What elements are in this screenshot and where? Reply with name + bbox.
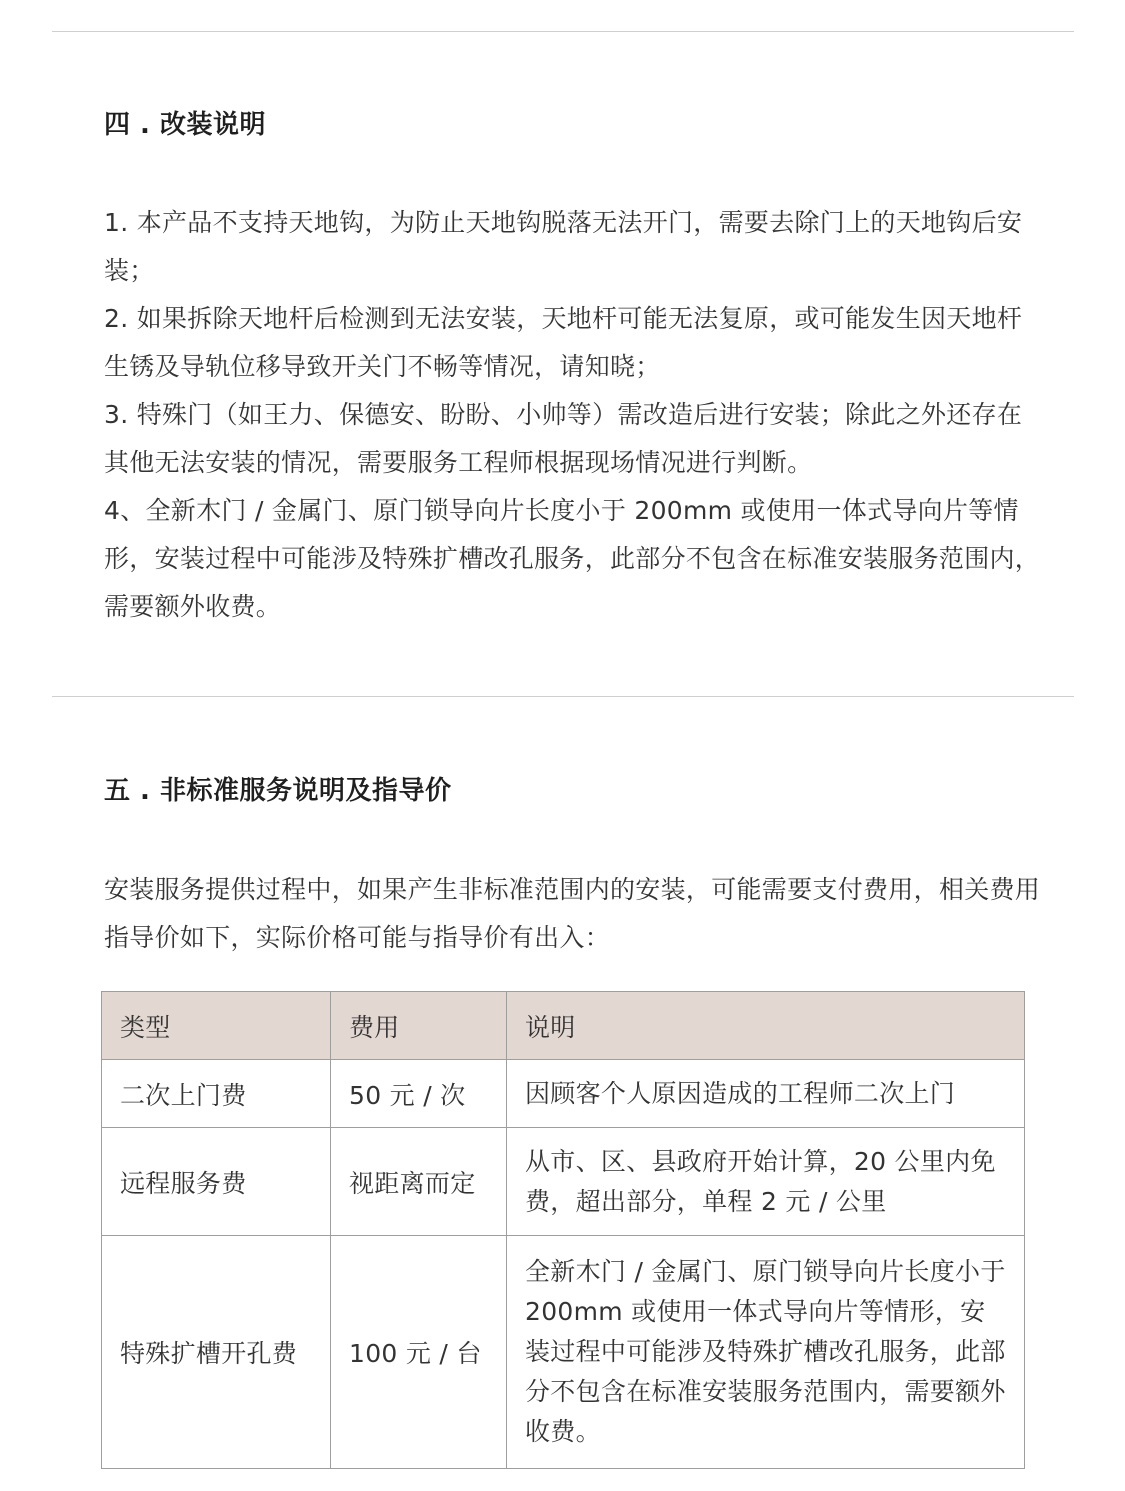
- cell-type: 特殊扩槽开孔费: [102, 1236, 331, 1469]
- middle-divider: [52, 696, 1074, 697]
- section-4-item-2: 2. 如果拆除天地杆后检测到无法安装，天地杆可能无法复原，或可能发生因天地杆生锈及导轨位移导致开关门不畅等情况，请知晓；: [104, 304, 1023, 381]
- section-4-item-4: 4、全新木门 / 金属门、原门锁导向片长度小于 200mm 或使用一体式导向片等情形，安装过程中可能涉及特殊扩槽改孔服务，此部分不包含在标准安装服务范围内，需要额外收费。: [104, 496, 1041, 621]
- cell-type: 远程服务费: [102, 1128, 331, 1236]
- section-4-heading: 四 . 改装说明: [104, 110, 266, 140]
- cell-fee: 视距离而定: [331, 1128, 507, 1236]
- section-4-items: [104, 199, 1044, 631]
- cell-description: 从市、区、县政府开始计算，20 公里内免费，超出部分，单程 2 元 / 公里: [507, 1128, 1025, 1236]
- table-row: [102, 1128, 1025, 1236]
- cell-description: 因顾客个人原因造成的工程师二次上门: [507, 1060, 1025, 1128]
- cell-description: 全新木门 / 金属门、原门锁导向片长度小于 200mm 或使用一体式导向片等情形，安装过程中可能涉及特殊扩槽改孔服务，此部分不包含在标准安装服务范围内，需要额外收费。: [507, 1236, 1025, 1469]
- table-row: [102, 1060, 1025, 1128]
- section-4-item-3: 3. 特殊门（如王力、保德安、盼盼、小帅等）需改造后进行安装；除此之外还存在其他无法安装的情况，需要服务工程师根据现场情况进行判断。: [104, 400, 1023, 477]
- cell-fee: 100 元 / 台: [331, 1236, 507, 1469]
- section-4-item-1: 1. 本产品不支持天地钩，为防止天地钩脱落无法开门，需要去除门上的天地钩后安装；: [104, 208, 1023, 285]
- fee-table: [101, 991, 1025, 1469]
- table-row: [102, 1236, 1025, 1469]
- section-5-intro: 安装服务提供过程中，如果产生非标准范围内的安装，可能需要支付费用，相关费用指导价如下，实际价格可能与指导价有出入：: [104, 875, 1041, 952]
- top-divider: [52, 31, 1074, 32]
- section-5-heading: 五 . 非标准服务说明及指导价: [104, 776, 452, 806]
- cell-fee: 50 元 / 次: [331, 1060, 507, 1128]
- column-header-description: 说明: [507, 992, 1025, 1060]
- column-header-fee: 费用: [331, 992, 507, 1060]
- section-5-intro-block: [104, 866, 1044, 962]
- cell-type: 二次上门费: [102, 1060, 331, 1128]
- fee-table-header-row: [102, 992, 1025, 1060]
- column-header-type: 类型: [102, 992, 331, 1060]
